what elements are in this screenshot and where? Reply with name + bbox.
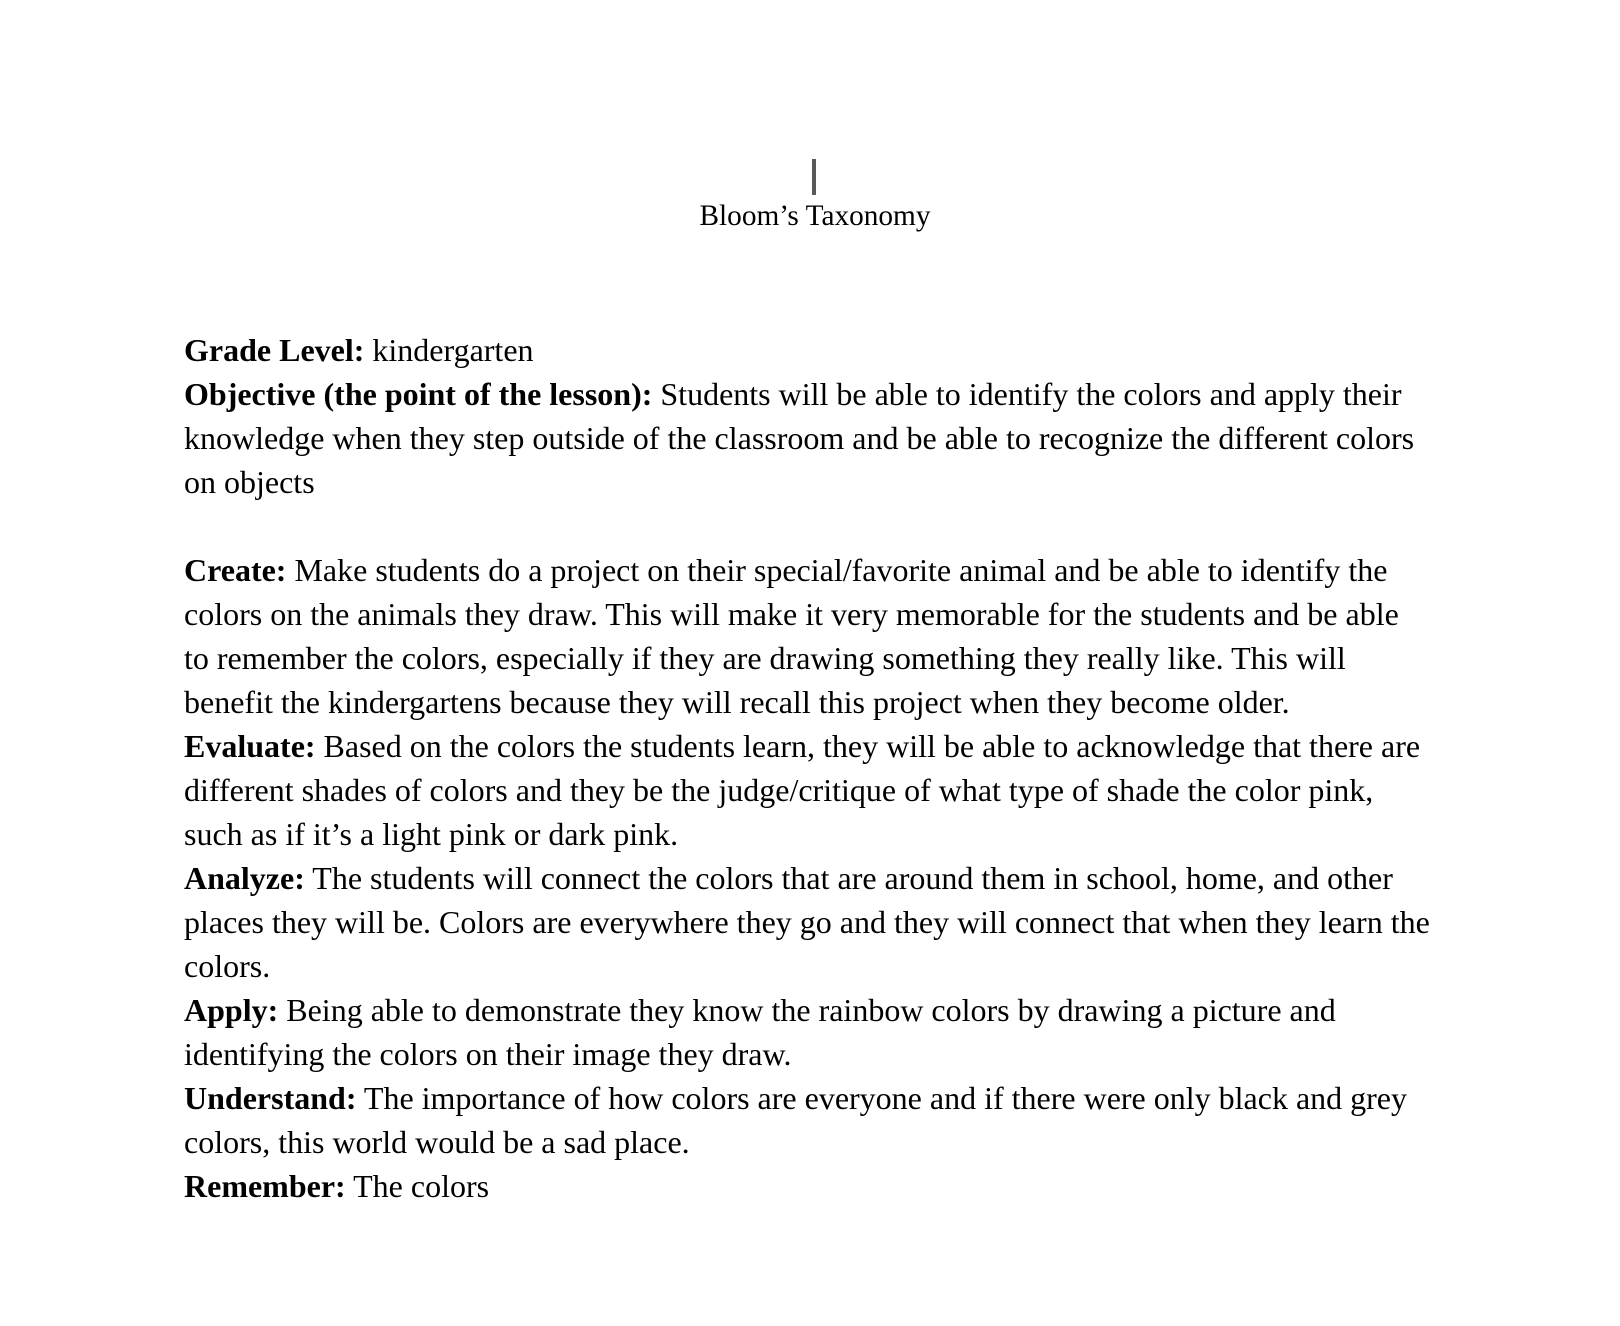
- text-line[interactable]: [184, 680, 1430, 724]
- line-text: The students will connect the colors that are around them in school, home, and other: [304, 860, 1393, 896]
- bold-label: Understand:: [184, 1080, 357, 1116]
- bold-label: Remember:: [184, 1168, 346, 1204]
- bold-label: Apply:: [184, 992, 279, 1028]
- line-text: Based on the colors the students learn, they will be able to acknowledge that there are: [315, 728, 1421, 764]
- text-line-objective[interactable]: [184, 372, 1430, 416]
- text-line[interactable]: [184, 812, 1430, 856]
- blank-line[interactable]: [184, 504, 1430, 548]
- line-text: kindergarten: [364, 332, 534, 368]
- line-text: on objects: [184, 464, 315, 500]
- line-text: Make students do a project on their special/favorite animal and be able to identify the: [286, 552, 1388, 588]
- text-line-evaluate[interactable]: [184, 724, 1430, 768]
- text-line[interactable]: [184, 768, 1430, 812]
- text-line[interactable]: [184, 1032, 1430, 1076]
- text-line[interactable]: [184, 944, 1430, 988]
- line-text: benefit the kindergartens because they will recall this project when they become older.: [184, 684, 1290, 720]
- text-cursor: [812, 159, 816, 195]
- bold-label: Evaluate:: [184, 728, 316, 764]
- text-line-understand[interactable]: [184, 1076, 1430, 1120]
- line-text: Being able to demonstrate they know the rainbow colors by drawing a picture and: [278, 992, 1336, 1028]
- line-text: The importance of how colors are everyone and if there were only black and grey: [356, 1080, 1407, 1116]
- line-text: identifying the colors on their image they draw.: [184, 1036, 792, 1072]
- line-text: places they will be. Colors are everywhere they go and they will connect that when they learn the: [184, 904, 1430, 940]
- line-text: to remember the colors, especially if they are drawing something they really like. This will: [184, 640, 1346, 676]
- text-line[interactable]: [184, 636, 1430, 680]
- text-line-grade-level[interactable]: [184, 328, 1430, 372]
- line-text: knowledge when they step outside of the classroom and be able to recognize the different colors: [184, 420, 1415, 456]
- text-line[interactable]: [184, 900, 1430, 944]
- line-text: colors on the animals they draw. This will make it very memorable for the students and be able: [184, 596, 1399, 632]
- text-line[interactable]: [184, 592, 1430, 636]
- text-line[interactable]: [184, 416, 1430, 460]
- text-line-apply[interactable]: [184, 988, 1430, 1032]
- document-body[interactable]: [184, 328, 1430, 1208]
- bold-label: Analyze:: [184, 860, 305, 896]
- line-text: different shades of colors and they be the judge/critique of what type of shade the color pink,: [184, 772, 1374, 808]
- bold-label: Create:: [184, 552, 287, 588]
- bold-label: Grade Level:: [184, 332, 365, 368]
- text-line-remember[interactable]: [184, 1164, 1430, 1208]
- bold-label: Objective (the point of the lesson):: [184, 376, 653, 412]
- text-line-analyze[interactable]: [184, 856, 1430, 900]
- document-title[interactable]: Bloom’s Taxonomy: [699, 200, 931, 232]
- text-line[interactable]: [184, 1120, 1430, 1164]
- line-text: colors, this world would be a sad place.: [184, 1124, 690, 1160]
- text-line[interactable]: [184, 460, 1430, 504]
- text-line-create[interactable]: [184, 548, 1430, 592]
- line-text: colors.: [184, 948, 271, 984]
- line-text: The colors: [345, 1168, 490, 1204]
- line-text: such as if it’s a light pink or dark pink.: [184, 816, 679, 852]
- line-text: Students will be able to identify the colors and apply their: [652, 376, 1402, 412]
